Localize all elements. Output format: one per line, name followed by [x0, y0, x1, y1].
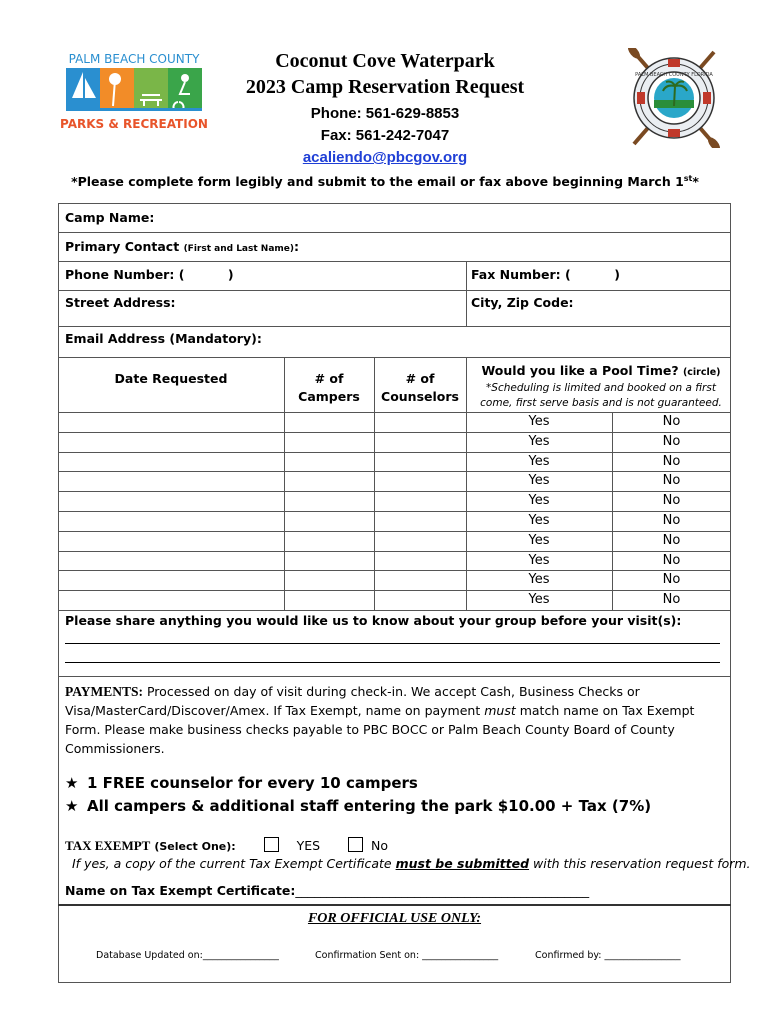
logo-ring-text: PALM BEACH COUNTY FLORIDA — [635, 72, 713, 78]
instruction-text: *Please complete form legibly and submit to the email or fax above beginning March 1st* — [71, 174, 699, 190]
tax-exempt-name-field[interactable]: Name on Tax Exempt Certificate:_______________________________________________ — [65, 883, 590, 898]
official-use-title: FOR OFFICIAL USE ONLY: — [307, 911, 482, 926]
pool-yes-option[interactable]: Yes — [528, 552, 550, 568]
tax-exempt-row: TAX EXEMPT (Select One): YES No — [65, 838, 389, 853]
share-line-2[interactable] — [65, 662, 720, 663]
pool-no-option[interactable]: No — [662, 453, 681, 469]
tax-exempt-no-checkbox[interactable] — [348, 837, 363, 852]
date-requested-header: Date Requested — [114, 371, 228, 386]
database-updated-field[interactable]: Database Updated on:________________ — [96, 950, 279, 961]
pool-yes-option[interactable]: Yes — [528, 572, 550, 588]
pool-no-option[interactable]: No — [662, 552, 681, 568]
tax-exempt-yes-checkbox[interactable] — [264, 837, 279, 852]
payments-text: PAYMENTS: Processed on day of visit during check-in. We accept Cash, Business Checks or Visa/MasterCard/Discover/Amex. If Tax Exempt, name on payment must match name on Tax Exempt Form. Please make business checks payable to PBC BOCC or Palm Beach County Board of County Commissioners. — [65, 684, 695, 756]
phone-number-field[interactable]: Phone Number: ( ) — [65, 267, 234, 282]
pool-yes-option[interactable]: Yes — [528, 513, 550, 528]
fax-number-field[interactable]: Fax Number: ( ) — [471, 267, 620, 282]
form-title-line1: Coconut Cove Waterpark — [275, 50, 495, 72]
pool-yes-option[interactable]: Yes — [528, 473, 550, 489]
pool-no-option[interactable]: No — [662, 532, 681, 548]
campers-header: # of Campers — [298, 371, 360, 404]
pool-no-option[interactable]: No — [662, 493, 681, 509]
fax-number: Fax: 561-242-7047 — [320, 127, 450, 144]
pool-yes-option[interactable]: Yes — [528, 493, 550, 509]
pool-no-option[interactable]: No — [662, 592, 681, 608]
pool-yes-option[interactable]: Yes — [528, 453, 550, 469]
bullet-entry-fee: ★ All campers & additional staff entering the park $10.00 + Tax (7%) — [65, 797, 652, 815]
pool-time-header: Would you like a Pool Time? (circle) *Scheduling is limited and booked on a first come, first serve basis and is not guaranteed. — [480, 363, 722, 409]
camp-name-field[interactable]: Camp Name: — [65, 210, 155, 225]
star-icon: ★ — [65, 797, 79, 815]
pool-no-option[interactable]: No — [662, 433, 681, 449]
pool-yes-option[interactable]: Yes — [528, 592, 550, 608]
star-icon: ★ — [65, 774, 79, 792]
logo-line2: PARKS & RECREATION — [60, 117, 208, 131]
pool-no-option[interactable]: No — [662, 513, 681, 528]
pool-no-option[interactable]: No — [662, 572, 681, 588]
coconut-cove-life-ring-logo — [628, 48, 720, 148]
share-line-1[interactable] — [65, 643, 720, 644]
confirmed-by-field[interactable]: Confirmed by: ________________ — [535, 950, 681, 961]
phone-number: Phone: 561-629-8853 — [310, 105, 460, 122]
share-label: Please share anything you would like us to know about your group before your visit(s): — [65, 613, 682, 628]
pool-yes-option[interactable]: Yes — [528, 532, 550, 548]
email-link[interactable]: acaliendo@pbcgov.org — [302, 149, 468, 166]
city-zip-field[interactable]: City, Zip Code: — [471, 295, 574, 310]
pool-yes-option[interactable]: Yes — [528, 433, 550, 449]
tax-exempt-note: If yes, a copy of the current Tax Exempt Certificate must be submitted with this reservation request form. — [72, 856, 751, 871]
email-address-field[interactable]: Email Address (Mandatory): — [65, 331, 262, 346]
pool-yes-option[interactable]: Yes — [528, 414, 550, 429]
form-title-line2: 2023 Camp Reservation Request — [245, 76, 525, 98]
street-address-field[interactable]: Street Address: — [65, 295, 176, 310]
confirmation-sent-field[interactable]: Confirmation Sent on: ________________ — [315, 950, 499, 961]
pool-no-option[interactable]: No — [662, 414, 681, 429]
primary-contact-field[interactable]: Primary Contact (First and Last Name): — [65, 239, 299, 254]
logo-line1: PALM BEACH COUNTY — [68, 52, 200, 66]
pool-no-option[interactable]: No — [662, 473, 681, 489]
bullet-free-counselor: ★ 1 FREE counselor for every 10 campers — [65, 774, 418, 792]
counselors-header: # of Counselors — [381, 371, 459, 404]
